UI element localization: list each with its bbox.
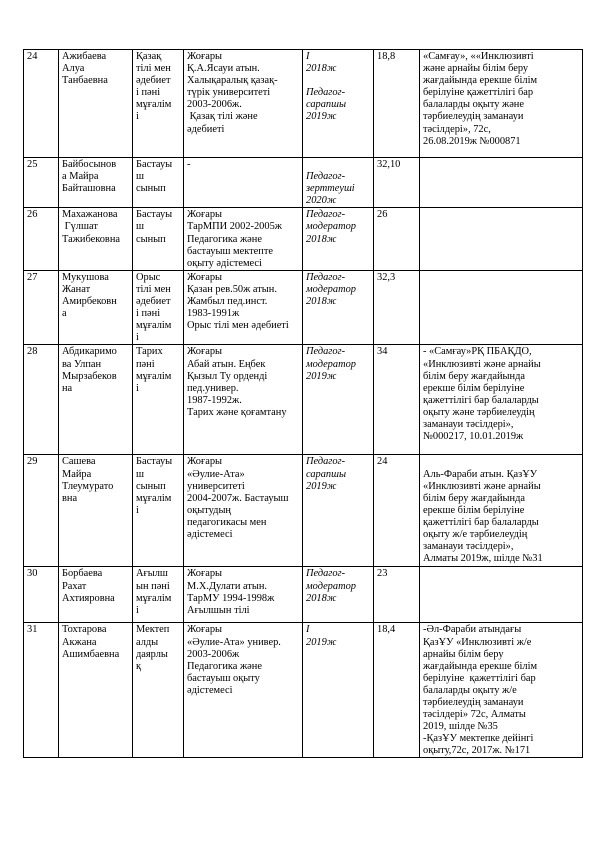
cell-line: Жанат — [62, 283, 91, 295]
cell-line: Педагог- — [306, 456, 346, 468]
cell-line: Байбосынов — [62, 159, 117, 170]
cell-education — [184, 270, 303, 345]
cell-line: сынып — [136, 233, 166, 245]
cell-education — [184, 345, 303, 455]
cell-line: 2003-2006ж. — [187, 99, 242, 111]
cell-line: -ҚазҰУ мектепке дейінгі — [423, 733, 534, 745]
cell-full-name — [59, 208, 133, 270]
cell-line: 2019, шілде №35 — [423, 721, 498, 733]
table-row — [24, 158, 583, 208]
cell-subject — [133, 158, 184, 208]
cell-line: Жамбыл пед.инст. — [187, 296, 268, 308]
cell-line: арнайы білім беру — [423, 648, 504, 660]
cell-line: Педагог- — [306, 87, 346, 99]
cell-line: Тохтарова — [62, 624, 107, 636]
cell-line: 2018ж — [306, 592, 337, 604]
cell-text: 18,4 — [377, 624, 396, 636]
cell-line: І — [306, 624, 310, 636]
cell-line: Тарих және қоғамтану — [187, 406, 287, 418]
table-row — [24, 50, 583, 158]
cell-line: тәрбиелеудің заманауи — [423, 111, 524, 123]
cell-line: Ағылшын тілі — [187, 604, 250, 616]
cell-line: 2019ж — [306, 480, 337, 492]
cell-line: ТарМУ 1994-1998ж — [187, 592, 275, 604]
table-row — [24, 345, 583, 455]
cell-line: сарапшы — [306, 468, 347, 480]
cell-line: Педагог- — [306, 171, 346, 183]
cell-line: заманауи тәсілдері», — [423, 541, 514, 553]
cell-subject — [133, 623, 184, 758]
cell-line — [306, 75, 370, 87]
cell-full-name — [59, 623, 133, 758]
cell-line: жағдайында ерекше білім — [423, 660, 538, 672]
cell-line: тәсілдері», 72с, — [423, 123, 491, 135]
cell-category — [303, 345, 374, 455]
cell-full-name — [59, 455, 133, 567]
cell-subject — [133, 345, 184, 455]
cell-line: 2019ж — [306, 370, 337, 382]
cell-line: ҚазҰУ «Инклюзивті ж/е — [423, 636, 532, 648]
cell-line: Қызыл Ту орденді — [187, 370, 268, 382]
cell-courses — [420, 50, 583, 158]
cell-text: 26 — [377, 209, 388, 221]
cell-line: ш — [136, 171, 145, 183]
cell-line: «Әулие-Ата» универ. — [187, 636, 281, 648]
cell-text: 26 — [27, 209, 38, 221]
cell-full-name — [59, 567, 133, 623]
cell-number — [24, 567, 59, 623]
cell-line: 26.08.2019ж №000871 — [423, 135, 521, 147]
cell-line: Сашева — [62, 456, 96, 468]
table-row — [24, 567, 583, 623]
cell-line: оқытудың — [187, 504, 231, 516]
cell-line: Алуа — [62, 63, 85, 75]
cell-experience — [374, 158, 420, 208]
cell-line: ва Улпан — [62, 358, 102, 370]
cell-line: оқыту,72с, 2017ж. №171 — [423, 745, 531, 757]
cell-number — [24, 345, 59, 455]
cell-line: Мукушова — [62, 271, 109, 283]
table-row — [24, 270, 583, 345]
cell-line: ын пәні — [136, 580, 170, 592]
cell-courses — [420, 623, 583, 758]
cell-number — [24, 208, 59, 270]
cell-line: сарапшы — [306, 99, 347, 111]
cell-line: мұғалім — [136, 320, 172, 332]
cell-education — [184, 50, 303, 158]
cell-line: білім беру жағдайында — [423, 370, 525, 382]
cell-line: 1983-1991ж — [187, 308, 240, 320]
cell-line: Борбаева — [62, 568, 103, 580]
cell-line: әдебиет — [136, 75, 171, 87]
cell-category — [303, 567, 374, 623]
cell-line: - «Самғау»РҚ ПБАҚДО, — [423, 346, 532, 358]
cell-category — [303, 455, 374, 567]
cell-line: бастауыш мектепте — [187, 245, 274, 257]
cell-line: мұғалім — [136, 492, 172, 504]
cell-line: зерттеуші — [306, 183, 355, 195]
cell-line: оқыту ж/е тәрбиелеудің — [423, 528, 528, 540]
cell-line: оқыту және тәрбиелеудің — [423, 406, 535, 418]
cell-line: «Инклюзивті және арнайы — [423, 480, 541, 492]
cell-subject — [133, 270, 184, 345]
cell-courses — [420, 270, 583, 345]
cell-line: білім беру жағдайында — [423, 492, 525, 504]
cell-full-name — [59, 270, 133, 345]
cell-category — [303, 158, 374, 208]
staff-table — [23, 49, 583, 758]
cell-line: і — [136, 111, 139, 123]
cell-line: -Әл-Фараби атындағы — [423, 624, 522, 636]
cell-line: Орыс — [136, 271, 161, 283]
cell-education — [184, 623, 303, 758]
cell-text: 24 — [27, 51, 38, 62]
cell-line: - — [187, 159, 191, 170]
cell-line: әдебиеті — [187, 123, 225, 135]
cell-text: 29 — [27, 456, 38, 468]
cell-line: 2018ж — [306, 296, 337, 308]
cell-subject — [133, 208, 184, 270]
cell-number — [24, 270, 59, 345]
cell-line: мұғалім — [136, 370, 172, 382]
cell-line: Абай атын. Еңбек — [187, 358, 266, 370]
cell-line: Абдикаримо — [62, 346, 117, 358]
cell-line: тәрбиелеудің заманауи — [423, 696, 524, 708]
cell-line: і — [136, 604, 139, 616]
cell-line: Жоғары — [187, 568, 223, 580]
cell-line: қажеттілігі бар балаларды — [423, 394, 539, 406]
cell-line: Халықаралық қазақ- — [187, 75, 278, 87]
cell-line: Қазақ тілі және — [187, 111, 258, 123]
cell-line: берілуіне қажеттілігі бар — [423, 672, 536, 684]
cell-line: «Самғау», ««Инклюзивті — [423, 51, 534, 62]
cell-line: мұғалім — [136, 592, 172, 604]
cell-text: 18,8 — [377, 51, 396, 62]
cell-line: Гүлшат — [62, 221, 98, 233]
cell-line: әдістемесі — [187, 684, 233, 696]
cell-line: пед.универ. — [187, 382, 239, 394]
cell-line: ш — [136, 221, 145, 233]
cell-number — [24, 455, 59, 567]
cell-line: М.Х.Дулати атын. — [187, 580, 268, 592]
cell-line: университеті — [187, 480, 245, 492]
cell-line: Амирбековн — [62, 296, 117, 308]
cell-line: жағдайында ерекше білім — [423, 75, 538, 87]
cell-experience — [374, 208, 420, 270]
cell-line: і пәні — [136, 308, 161, 320]
cell-text: 34 — [377, 346, 388, 358]
cell-line: түрік университеті — [187, 87, 271, 99]
cell-text: 27 — [27, 271, 38, 283]
cell-line: ерекше білім берілуіне — [423, 504, 525, 516]
cell-line: Педагог- — [306, 271, 346, 283]
cell-line: «Әулие-Ата» — [187, 468, 245, 480]
cell-line: әдістемесі — [187, 528, 233, 540]
cell-line: Қ.А.Ясауи атын. — [187, 63, 260, 75]
cell-category — [303, 208, 374, 270]
cell-courses — [420, 567, 583, 623]
cell-line: сынып — [136, 183, 166, 195]
cell-text: 23 — [377, 568, 388, 580]
cell-line: Мырзабеков — [62, 370, 117, 382]
cell-line: на — [62, 382, 73, 394]
cell-line: 2020ж — [306, 195, 337, 207]
cell-line — [306, 159, 370, 171]
cell-line: Алматы 2019ж, шілде №31 — [423, 553, 543, 565]
table-body — [24, 50, 583, 758]
cell-line: әдебиет — [136, 296, 171, 308]
cell-line: оқыту әдістемесі — [187, 257, 262, 269]
cell-line: вна — [62, 492, 78, 504]
cell-line: ерекше білім берілуіне — [423, 382, 525, 394]
cell-experience — [374, 345, 420, 455]
cell-line: Жоғары — [187, 209, 223, 221]
cell-line: а Майра — [62, 171, 99, 183]
cell-line: І — [306, 51, 310, 62]
cell-line: Ағылш — [136, 568, 168, 580]
cell-line: бастауыш оқыту — [187, 672, 260, 684]
cell-line: даярлы — [136, 648, 168, 660]
cell-line: Педагог- — [306, 346, 346, 358]
cell-line: Аль-Фараби атын. ҚазҰУ — [423, 468, 538, 480]
cell-line: балаларды оқыту ж/е — [423, 684, 517, 696]
cell-text: 32,3 — [377, 271, 396, 283]
cell-line: 2018ж — [306, 233, 337, 245]
cell-line: Ашимбаевна — [62, 648, 120, 660]
cell-line: қ — [136, 660, 142, 672]
cell-courses — [420, 158, 583, 208]
cell-line: Танбаевна — [62, 75, 108, 87]
cell-line: сынып — [136, 480, 166, 492]
cell-text: 30 — [27, 568, 38, 580]
cell-education — [184, 158, 303, 208]
cell-courses — [420, 208, 583, 270]
cell-text: 24 — [377, 456, 388, 468]
cell-number — [24, 158, 59, 208]
cell-line: Педагог- — [306, 568, 346, 580]
cell-text: 25 — [27, 159, 38, 170]
cell-line: і — [136, 332, 139, 344]
cell-line: Бастауы — [136, 159, 173, 170]
cell-line: 2003-2006ж — [187, 648, 240, 660]
cell-line: тәсілдері» 72с, Алматы — [423, 709, 526, 721]
cell-text: 31 — [27, 624, 38, 636]
cell-experience — [374, 455, 420, 567]
cell-category — [303, 270, 374, 345]
cell-line: мұғалім — [136, 99, 172, 111]
cell-experience — [374, 50, 420, 158]
cell-line: 2019ж — [306, 111, 337, 123]
cell-line: Мектеп — [136, 624, 170, 636]
cell-education — [184, 208, 303, 270]
cell-line: №000217, 10.01.2019ж — [423, 431, 524, 443]
cell-education — [184, 567, 303, 623]
cell-line: балаларды оқыту және — [423, 99, 524, 111]
cell-line: модератор — [306, 580, 356, 592]
cell-line: 1987-1992ж. — [187, 394, 242, 406]
cell-line: «Инклюзивті және арнайы — [423, 358, 541, 370]
cell-courses — [420, 455, 583, 567]
cell-line: 2018ж — [306, 63, 337, 75]
cell-line: тілі мен — [136, 63, 171, 75]
cell-line: заманауи тәсілдері», — [423, 418, 514, 430]
cell-line: Жоғары — [187, 51, 223, 62]
cell-line: Педагогика және — [187, 233, 262, 245]
cell-subject — [133, 567, 184, 623]
cell-line: Жоғары — [187, 346, 223, 358]
cell-line: Тарих — [136, 346, 163, 358]
cell-courses — [420, 345, 583, 455]
cell-line: Акжана — [62, 636, 97, 648]
cell-line: 2019ж — [306, 636, 337, 648]
cell-subject — [133, 50, 184, 158]
cell-line: Бастауы — [136, 209, 173, 221]
cell-line: модератор — [306, 221, 356, 233]
cell-line: Тлеумурато — [62, 480, 114, 492]
cell-text: 32,10 — [377, 159, 401, 170]
cell-experience — [374, 623, 420, 758]
cell-line: і — [136, 504, 139, 516]
cell-full-name — [59, 345, 133, 455]
cell-line: Байташовна — [62, 183, 116, 195]
cell-line: Қазан рев.50ж атын. — [187, 283, 277, 295]
table-row — [24, 623, 583, 758]
cell-line: модератор — [306, 358, 356, 370]
cell-line: ТарМПИ 2002-2005ж — [187, 221, 282, 233]
cell-full-name — [59, 158, 133, 208]
cell-education — [184, 455, 303, 567]
cell-category — [303, 623, 374, 758]
cell-line: Қазақ — [136, 51, 162, 62]
cell-line: Жоғары — [187, 456, 223, 468]
cell-line: Майра — [62, 468, 92, 480]
cell-text: 28 — [27, 346, 38, 358]
cell-line: және арнайы білім беру — [423, 63, 529, 75]
cell-line: Бастауы — [136, 456, 173, 468]
cell-full-name — [59, 50, 133, 158]
cell-category — [303, 50, 374, 158]
cell-line: Жоғары — [187, 624, 223, 636]
cell-line: і пәні — [136, 87, 161, 99]
cell-line: Жоғары — [187, 271, 223, 283]
cell-number — [24, 623, 59, 758]
cell-line: Орыс тілі мен әдебиеті — [187, 320, 289, 332]
cell-line: а — [62, 308, 67, 320]
cell-experience — [374, 270, 420, 345]
table-row — [24, 455, 583, 567]
cell-line: ш — [136, 468, 145, 480]
cell-line: модератор — [306, 283, 356, 295]
cell-line: Ахтияровна — [62, 592, 115, 604]
cell-experience — [374, 567, 420, 623]
cell-line: Махажанова — [62, 209, 118, 221]
cell-line: 2004-2007ж. Бастауыш — [187, 492, 289, 504]
cell-line: берілуіне қажеттілігі бар — [423, 87, 534, 99]
cell-line: Рахат — [62, 580, 87, 592]
cell-line: алды — [136, 636, 159, 648]
cell-line: Тажибековна — [62, 233, 120, 245]
cell-line: пәні — [136, 358, 155, 370]
cell-line: Педагогика және — [187, 660, 262, 672]
cell-subject — [133, 455, 184, 567]
cell-number — [24, 50, 59, 158]
cell-line: тілі мен — [136, 283, 171, 295]
table-row — [24, 208, 583, 270]
cell-line: қажеттілігі бар балаларды — [423, 516, 539, 528]
cell-line: Педагог- — [306, 209, 346, 221]
cell-line: Ажибаева — [62, 51, 107, 62]
cell-line — [423, 456, 579, 468]
cell-line: педагогикасы мен — [187, 516, 267, 528]
cell-line: і — [136, 382, 139, 394]
